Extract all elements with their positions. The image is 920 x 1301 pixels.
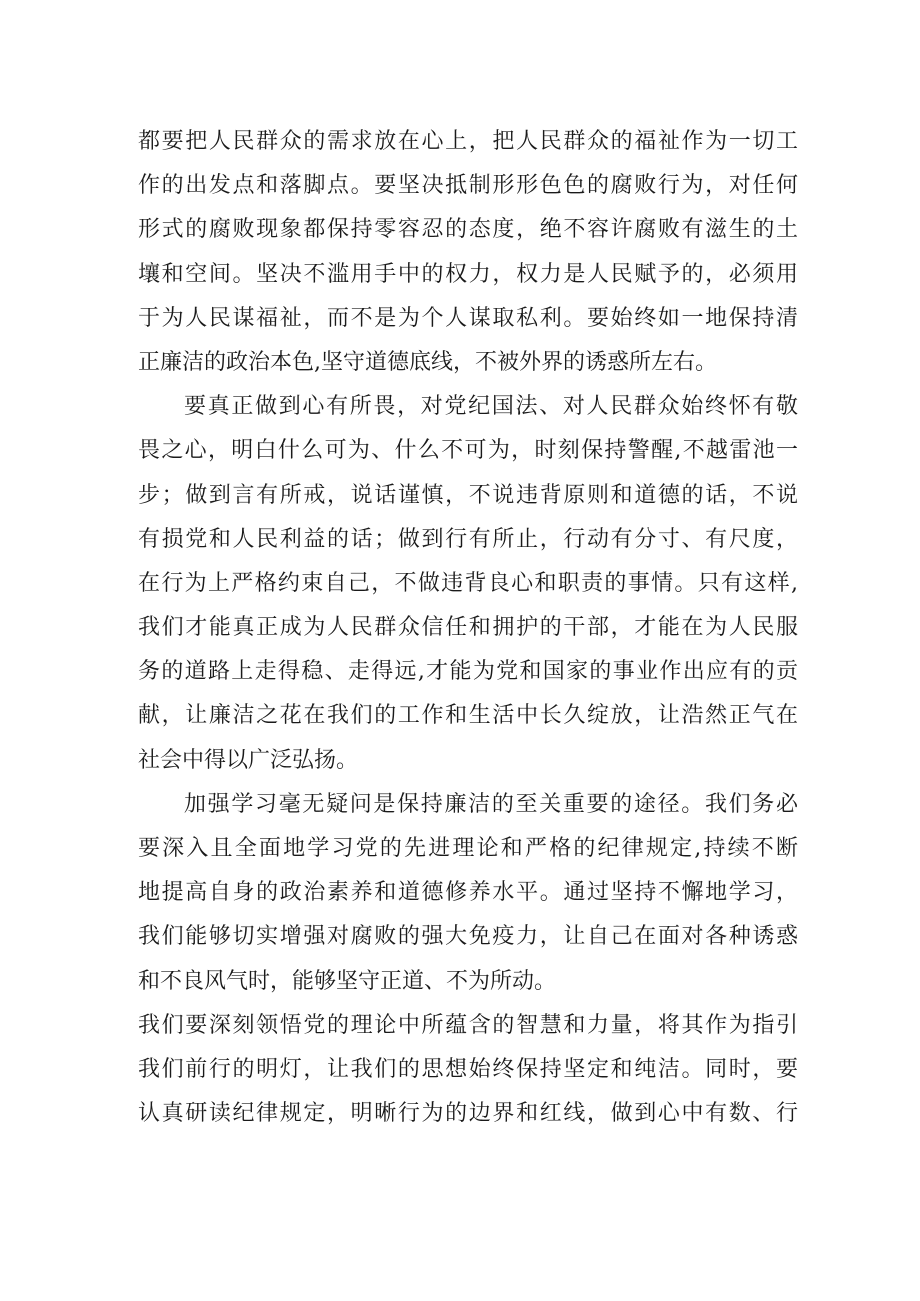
text-line: 地提高自身的政治素养和道德修养水平。通过坚持不懈地学习，	[138, 880, 798, 906]
text-line: 要真正做到心有所畏，对党纪国法、对人民群众始终怀有敬	[184, 394, 798, 420]
text-line: 认真研读纪律规定，明晰行为的边界和红线，做到心中有数、行	[138, 1101, 798, 1127]
text-line: 步；做到言有所戒，说话谨慎，不说违背原则和道德的话，不说	[138, 482, 798, 508]
text-line: 我们要深刻领悟党的理论中所蕴含的智慧和力量，将其作为指引	[138, 1012, 798, 1038]
text-line: 我们前行的明灯，让我们的思想始终保持坚定和纯洁。同时，要	[138, 1056, 798, 1082]
text-line: 和不良风气时，能够坚守正道、不为所动。	[138, 968, 557, 994]
text-line: 作的出发点和落脚点。要坚决抵制形形色色的腐败行为，对任何	[138, 173, 798, 199]
text-line: 加强学习毫无疑问是保持廉洁的至关重要的途径。我们务必	[184, 791, 798, 817]
text-line: 都要把人民群众的需求放在心上，把人民群众的福祉作为一切工	[138, 129, 798, 154]
text-line: 形式的腐败现象都保持零容忍的态度，绝不容许腐败有滋生的土	[138, 217, 798, 243]
text-line: 我们能够切实增强对腐败的强大免疫力，让自己在面对各种诱惑	[138, 924, 798, 950]
text-line: 务的道路上走得稳、走得远,才能为党和国家的事业作出应有的贡	[138, 659, 798, 685]
text-line: 在行为上严格约束自己，不做违背良心和职责的事情。只有这样,	[138, 570, 798, 596]
paragraph-4	[138, 1004, 798, 1137]
text-line: 畏之心，明白什么可为、什么不可为，时刻保持警醒,不越雷池一	[138, 438, 798, 464]
text-line: 壤和空间。坚决不滥用手中的权力，权力是人民赋予的，必须用	[138, 261, 798, 287]
text-line: 于为人民谋福祉，而不是为个人谋取私利。要始终如一地保持清	[138, 305, 798, 331]
text-line: 有损党和人民利益的话；做到行有所止，行动有分寸、有尺度，	[138, 526, 798, 552]
document-body	[138, 120, 798, 1136]
paragraph-2	[138, 385, 798, 783]
text-line: 献，让廉洁之花在我们的工作和生活中长久绽放，让浩然正气在	[138, 703, 798, 729]
text-line: 要深入且全面地学习党的先进理论和严格的纪律规定,持续不断	[138, 836, 798, 861]
text-line: 正廉洁的政治本色,坚守道德底线，不被外界的诱惑所左右。	[138, 349, 717, 375]
paragraph-3	[138, 783, 798, 1004]
text-line: 社会中得以广泛弘扬。	[138, 747, 359, 773]
text-line: 我们才能真正成为人民群众信任和拥护的干部，才能在为人民服	[138, 615, 798, 641]
paragraph-1	[138, 120, 798, 385]
